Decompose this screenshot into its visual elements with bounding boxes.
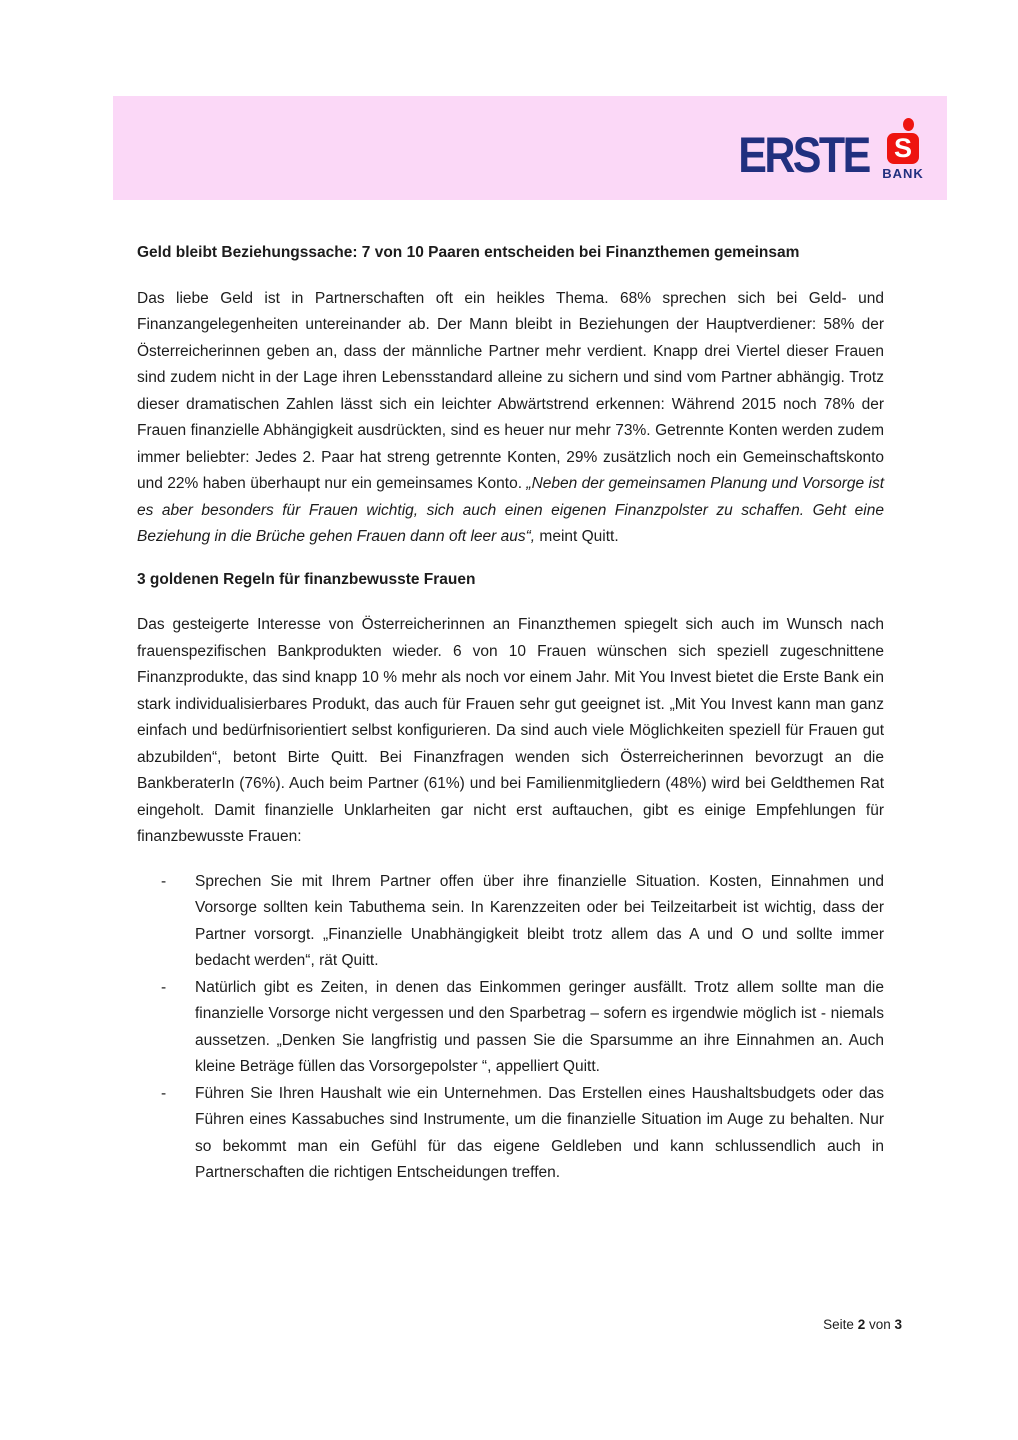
dash-bullet: - bbox=[161, 1084, 167, 1102]
dash-bullet: - bbox=[161, 872, 167, 890]
logo-bank-label: BANK bbox=[882, 166, 924, 181]
list-item bbox=[137, 869, 884, 975]
document-body bbox=[137, 240, 884, 1187]
footer-label: Seite bbox=[823, 1317, 858, 1332]
logo-wordmark: ERSTE bbox=[738, 127, 869, 183]
paragraph-partnership-finances bbox=[137, 286, 884, 551]
list-item-text: Sprechen Sie mit Ihrem Partner offen über ihre finanzielle Situation. Kosten, Einnahmen und Vorsorge sollten kein Tabuthema sein. In Karenzzeiten oder bei Teilzeitarbeit ist wichtig, dass der Partner vorsorgt. „Finanzielle Unabhängigkeit bleibt trotz allem das A und O und sollte immer bedacht werden“, rät Quitt. bbox=[195, 872, 884, 969]
page-footer bbox=[823, 1316, 902, 1334]
s-box-icon: S bbox=[887, 133, 919, 164]
list-item-text: Führen Sie Ihren Haushalt wie ein Unternehmen. Das Erstellen eines Haushaltsbudgets oder das Führen eines Kassabuches sind Instrumente, um die finanzielle Situation im Auge zu behalten. Nur so bekommt man ein Gefühl für das eigene Geldleben und kann schlussendlich auch in Partnerschaften die richtigen Entscheidungen treffen. bbox=[195, 1084, 884, 1181]
list-item bbox=[137, 975, 884, 1081]
erste-bank-logo bbox=[717, 118, 927, 181]
recommendations-list bbox=[137, 869, 884, 1187]
footer-page-number: 2 bbox=[857, 1317, 866, 1332]
paragraph-lead-text: Das liebe Geld ist in Partnerschaften oft ein heikles Thema. 68% sprechen sich bei Geld- und Finanzangelegenheiten untereinander ab. Der Mann bleibt in Beziehungen der Hauptverdiener: 58% der Österreicherinnen geben an, dass der männliche Partner mehr verdient. Knapp drei Viertel dieser Frauen sind zudem nicht in der Lage ihren Lebensstandard alleine zu sichern und sind vom Partner abhängig. Trotz dieser dramatischen Zahlen lässt sich ein leichter Abwärtstrend erkennen: Während 2015 noch 78% der Frauen finanzielle Abhängigkeit ausdrückten, sind es heuer nur mehr 73%. Getrennte Konten werden zudem immer beliebter: Jedes 2. Paar hat streng getrennte Konten, 29% zusätzlich noch ein Gemeinschaftskonto und 22% haben überhaupt nur ein gemeinsames Konto. bbox=[137, 289, 884, 492]
section-heading-money-relationships: Geld bleibt Beziehungssache: 7 von 10 Paaren entscheiden bei Finanzthemen gemeinsam bbox=[137, 244, 800, 261]
dash-bullet: - bbox=[161, 978, 167, 996]
header-band bbox=[113, 96, 947, 200]
paragraph-bank-products: Das gesteigerte Interesse von Österreicherinnen an Finanzthemen spiegelt sich auch im Wunsch nach frauenspezifischen Bankprodukten wieder. 6 von 10 Frauen wünschen sich speziell zugeschnittene Finanzprodukte, das sind knapp 10 % mehr als noch vor einem Jahr. Mit You Invest bietet die Erste Bank ein stark individualisierbares Produkt, das auch für Frauen sehr gut geeignet ist. „Mit You Invest kann man ganz einfach und bedürfnisorientiert selbst konfigurieren. Da sind auch viele Möglichkeiten speziell für Frauen gut abzubilden“, betont Birte Quitt. Bei Finanzfragen wenden sich Österreicherinnen bevorzugt an die BankberaterIn (76%). Auch beim Partner (61%) und bei Familienmitgliedern (48%) wird bei Geldthemen Rat eingeholt. Damit finanzielle Unklarheiten gar nicht erst auftauchen, gibt es einige Empfehlungen für finanzbewusste Frauen: bbox=[137, 616, 884, 845]
section-heading-golden-rules: 3 goldenen Regeln für finanzbewusste Frauen bbox=[137, 570, 476, 588]
list-item bbox=[137, 1081, 884, 1187]
quote-attribution: meint Quitt. bbox=[535, 528, 619, 545]
s-dot-icon bbox=[903, 118, 914, 131]
sparkasse-s-icon bbox=[879, 118, 927, 181]
quote-birte-quitt: „Neben der gemeinsamen Planung und Vorsorge ist es aber besonders für Frauen wichtig, sich auch einen eigenen Finanzpolster zu schaffen. Geht eine Beziehung in die Brüche gehen Frauen dann oft leer aus“, bbox=[137, 475, 885, 545]
list-item-text: Natürlich gibt es Zeiten, in denen das Einkommen geringer ausfällt. Trotz allem sollte man die finanzielle Vorsorge nicht vergessen und den Sparbetrag – sofern es irgendwie möglich ist - niemals aussetzen. „Denken Sie langfristig und passen Sie die Sparsumme an ihre Einnahmen an. Auch kleine Beträge füllen das Vorsorgepolster “, appelliert Quitt. bbox=[195, 978, 884, 1075]
footer-separator: von bbox=[865, 1317, 895, 1332]
footer-total-pages: 3 bbox=[894, 1317, 902, 1332]
